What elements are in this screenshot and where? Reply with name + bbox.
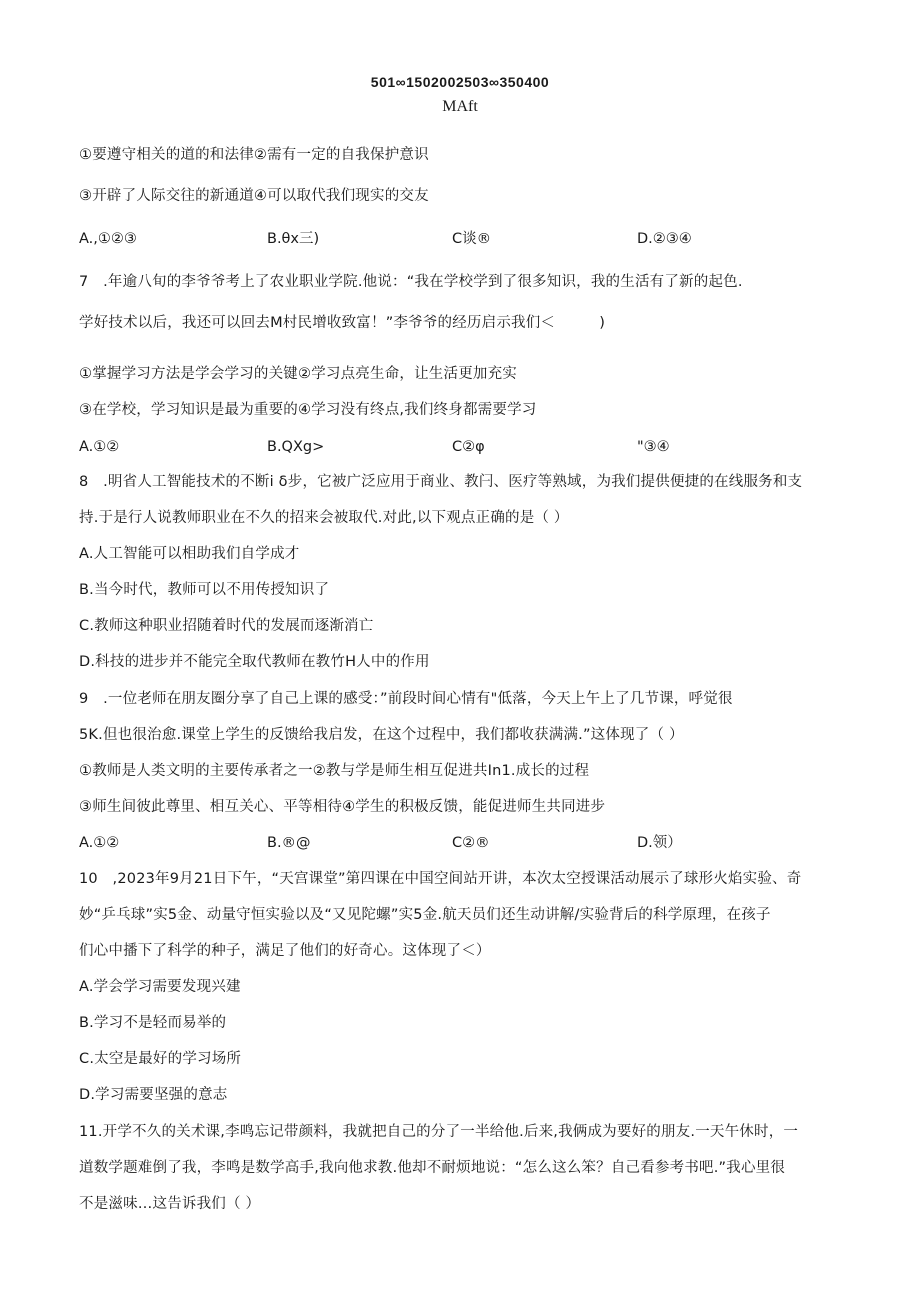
q10-option-c: C.太空是最好的学习场所: [79, 1051, 242, 1067]
q9-line-1: 9 .一位老师在朋友圈分享了自己上课的感受：”前段时间心情有"低落，今天上午上了几节课，呼觉很: [79, 691, 733, 707]
q6-statement-1-2: ①要遵守相关的道的和法律②需有一定的自我保护意识: [79, 147, 429, 163]
q8-option-a: A.人工智能可以相助我们自学成才: [79, 546, 300, 562]
header-subtitle: MAft: [442, 98, 478, 115]
q9-option-c: C②®: [452, 835, 490, 851]
q6-option-d: D.②③④: [637, 231, 692, 247]
q6-option-c: C谈®: [452, 231, 492, 247]
q7-statement-3-4: ③在学校，学习知识是最为重要的④学习没有终点,我们终身都需要学习: [79, 402, 537, 418]
q10-line-3: 们心中播下了科学的种子，满足了他们的好奇心。这体现了＜）: [79, 943, 491, 959]
q8-option-c: C.教师这种职业招随着时代的发展而逐渐消亡: [79, 618, 374, 634]
q9-option-b: B.®@: [267, 835, 311, 851]
q10-line-1: 10 ,2023年9月21日下午，“天宫课堂”第四课在中国空间站开讲，本次太空授课活动展示了球形火焰实验、奇: [79, 871, 802, 887]
q7-line-1: 7 .年逾八旬的李爷爷考上了农业职业学院.他说：“我在学校学到了很多知识，我的生活有了新的起色.: [79, 274, 743, 290]
q8-option-d: D.科技的进步并不能完全取代教师在教竹H人中的作用: [79, 654, 430, 670]
q7-line-2: 学好技术以后，我还可以回去M村民增收致富！”李爷爷的经历启示我们＜ ): [79, 315, 606, 331]
q6-statement-3-4: ③开辟了人际交往的新通道④可以取代我们现实的交友: [79, 188, 429, 204]
q10-line-2: 妙“乒乓球”实5金、动量守恒实验以及“又见陀螺”实5金.航天员们还生动讲解/实验背后的科学原理，在孩子: [79, 907, 771, 923]
q8-line-1: 8 .明省人工智能技术的不断i δ步，它被广泛应用于商业、教闩、医疗等熟域，为我们提供便捷的在线服务和支: [79, 474, 803, 490]
q6-option-b: B.θx三): [267, 231, 320, 247]
q9-statement-1-2: ①教师是人类文明的主要传承者之一②教与学是师生相互促进共In1.成长的过程: [79, 763, 590, 779]
q8-line-2: 持.于是行人说教师职业在不久的招来会被取代.对此,以下观点正确的是（ ）: [79, 510, 569, 526]
q10-option-a: A.学会学习需要发现兴建: [79, 979, 241, 995]
q7-option-a: A.①②: [79, 439, 120, 455]
q9-statement-3-4: ③师生间彼此尊里、相互关心、平等相待④学生的积极反馈，能促进师生共同进步: [79, 799, 606, 815]
q11-line-1: 11.开学不久的关术课,李鸣忘记带颜料，我就把自己的分了一半给他.后来,我俩成为要好的朋友.一天午休时，一: [79, 1124, 799, 1140]
q7-statement-1-2: ①掌握学习方法是学会学习的关键②学习点亮生命，让生活更加充实: [79, 366, 517, 382]
q7-option-d: "③④: [637, 439, 670, 455]
q9-line-2: 5K.但也很治愈.课堂上学生的反馈给我启发，在这个过程中，我们都收获满满.”这体现了（ ）: [79, 727, 684, 743]
q7-option-b: B.QXg>: [267, 439, 325, 455]
q7-option-c: C②φ: [452, 439, 485, 455]
q10-option-d: D.学习需要坚强的意志: [79, 1087, 228, 1103]
q8-option-b: B.当今时代，教师可以不用传授知识了: [79, 582, 330, 598]
q10-option-b: B.学习不是轻而易举的: [79, 1015, 227, 1031]
header-code: 501∞1502002503∞350400: [370, 74, 550, 90]
q11-line-2: 道数学题难倒了我，李鸣是数学高手,我向他求教.他却不耐烦地说：“怎么这么笨？自己看参考书吧.”我心里很: [79, 1160, 786, 1176]
q6-option-a: A.,①②③: [79, 231, 137, 247]
q9-option-a: A.①②: [79, 835, 120, 851]
q9-option-d: D.领）: [637, 835, 682, 851]
q11-line-3: 不是滋味…这告诉我们（ ）: [79, 1196, 261, 1212]
